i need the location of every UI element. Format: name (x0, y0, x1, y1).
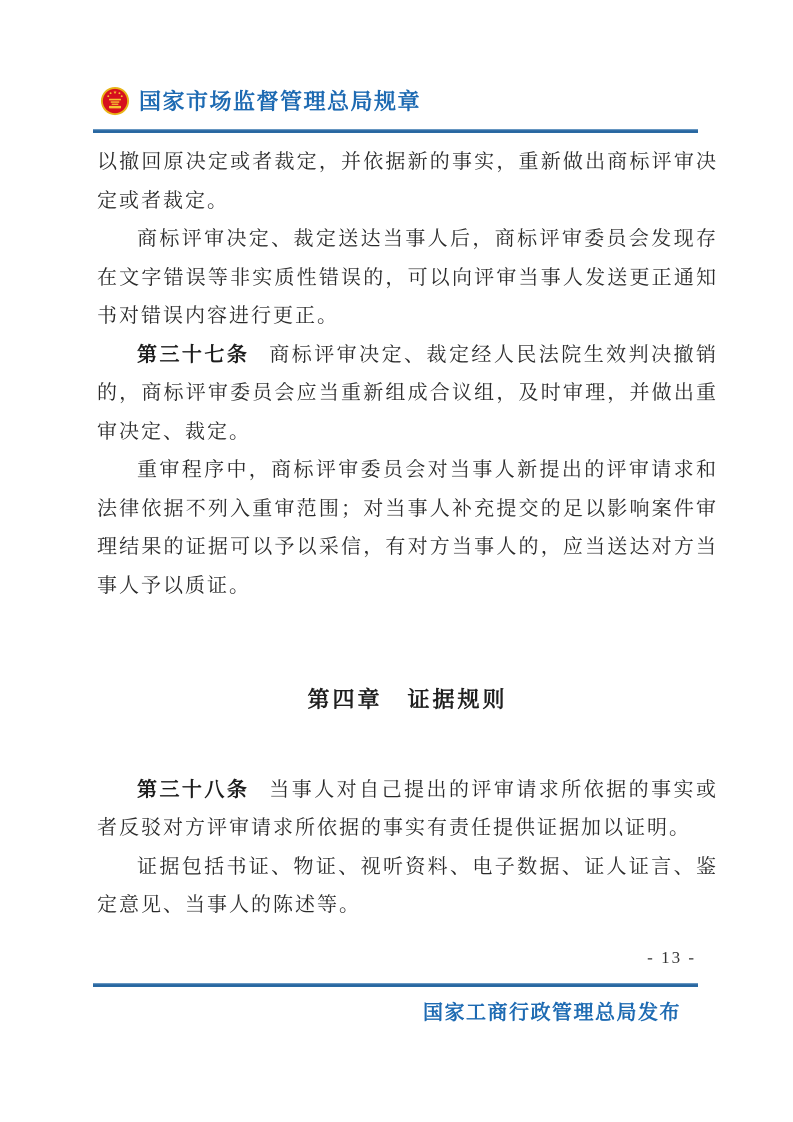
paragraph-text: 当事人对自己提出的评审请求所依据的事实或者反驳对方评审请求所依据的事实有责任提供证据加以证明。 (97, 778, 719, 839)
paragraph-article-37 (97, 336, 718, 452)
publisher-line: 国家工商行政管理总局发布 (423, 1002, 681, 1024)
article-number: 第三十八条 (137, 778, 250, 801)
paragraph-text: 商标评审决定、裁定送达当事人后，商标评审委员会发现存在文字错误等非实质性错误的，可以向评审当事人发送更正通知书对错误内容进行更正。 (97, 228, 718, 327)
paragraph-text: 重审程序中，商标评审委员会对当事人新提出的评审请求和法律依据不列入重审范围；对当事人补充提交的足以影响案件审理结果的证据可以予以采信，有对方当事人的，应当送达对方当事人予以质证。 (97, 459, 718, 597)
article-number: 第三十七条 (137, 343, 250, 366)
paragraph (97, 451, 718, 605)
paragraph-text: 商标评审决定、裁定经人民法院生效判决撤销的，商标评审委员会应当重新组成合议组，及时审理，并做出重审决定、裁定。 (97, 343, 719, 443)
national-emblem-icon (100, 86, 130, 116)
paragraph-text: 证据包括书证、物证、视听资料、电子数据、证人证言、鉴定意见、当事人的陈述等。 (97, 855, 718, 916)
page-number: - 13 - (647, 948, 696, 967)
paragraph (97, 143, 718, 220)
document-body (97, 143, 718, 925)
paragraph (97, 220, 718, 336)
page-header (100, 85, 706, 116)
paragraph-article-38 (97, 771, 718, 848)
header-title: 国家市场监督管理总局规章 (139, 89, 422, 114)
chapter-heading: 第四章 证据规则 (307, 687, 508, 712)
header-rule (93, 129, 698, 133)
footer-rule (93, 983, 698, 987)
paragraph (97, 848, 718, 925)
paragraph-text: 以撤回原决定或者裁定，并依据新的事实，重新做出商标评审决定或者裁定。 (97, 151, 718, 212)
